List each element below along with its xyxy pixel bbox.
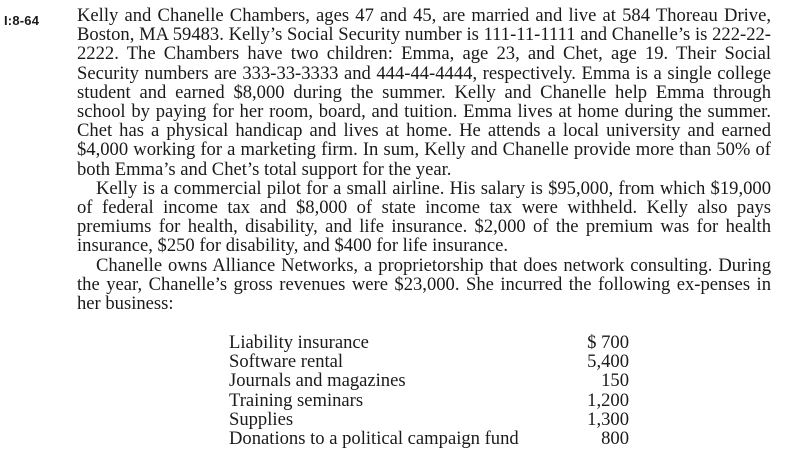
paragraph-chanelle: Chanelle owns Alliance Networks, a proprietorship that does network consulting. During the year, Chanelle’s gross revenues were $23,000. She incurred the following ex-penses in her business:: [77, 254, 771, 315]
expense-amount: 5,400: [587, 351, 629, 373]
expense-amount: 1,200: [587, 389, 629, 411]
expense-label: Donations to a political campaign fund: [229, 427, 519, 449]
problem-text: [77, 6, 771, 313]
expense-label: Supplies: [229, 408, 294, 430]
expense-label: Liability insurance: [229, 332, 369, 353]
expense-label: Software rental: [229, 351, 344, 373]
expense-amount: 150: [601, 370, 629, 392]
expense-row: [229, 429, 629, 448]
expense-row: [229, 352, 629, 371]
expense-amount: 1,300: [587, 408, 629, 430]
expense-label: Training seminars: [229, 389, 364, 411]
paragraph-family: Kelly and Chanelle Chambers, ages 47 and 45, are married and live at 584 Thoreau Drive, Boston, MA 59483. Kelly’s Social Security number is 111-11-1111 and Chanelle’s is 222-22-2222. The Chambers have two children: Emma, age 23, and Chet, age 19. Their Social Security numbers are 333-33-3333 and 444-44-4444, respectively. Emma is a single college student and earned $8,000 during the summer. Kelly and Chanelle help Emma through school by paying for her room, board, and tuition. Emma lives at home during the summer. Chet has a physical handicap and lives at home. He attends a local university and earned $4,000 working for a marketing firm. In sum, Kelly and Chanelle provide more than 50% of both Emma’s and Chet’s total support for the year.: [77, 5, 771, 180]
expense-row: [229, 333, 629, 352]
paragraph-kelly: Kelly is a commercial pilot for a small airline. His salary is $95,000, from which $19,000 of federal income tax and $8,000 of state income tax were withheld. Kelly also pays premiums for health, disability, and life insurance. $2,000 of the premium was for health insurance, $250 for disability, and $400 for life insurance.: [77, 177, 771, 257]
expense-table: [229, 333, 629, 448]
expense-amount: 800: [601, 427, 629, 449]
expense-amount: $ 700: [587, 332, 629, 353]
problem-number: I:8-64: [4, 13, 40, 28]
expense-row: [229, 410, 629, 429]
expense-row: [229, 371, 629, 390]
expense-row: [229, 391, 629, 410]
expense-label: Journals and magazines: [229, 370, 406, 392]
